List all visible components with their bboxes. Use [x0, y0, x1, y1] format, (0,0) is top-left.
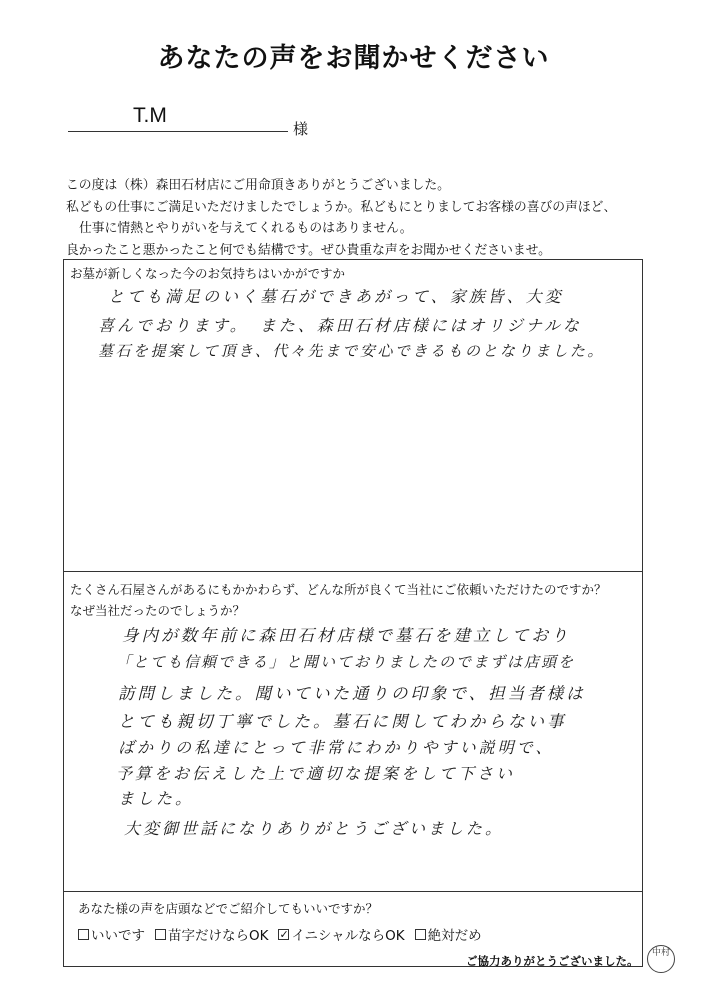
intro-line: 仕事に情熱とやりがいを与えてくれるものはありません。 — [79, 221, 413, 236]
checkbox[interactable] — [155, 929, 166, 940]
answer-line: とても満足のいく墓石ができあがって、家族皆、大変 — [108, 287, 564, 306]
intro-line: この度は（株）森田石材店にご用命頂きありがとうございました。 — [66, 178, 450, 193]
answer-line: ばかりの私達にとって非常にわかりやすい説明で、 — [118, 738, 555, 757]
thanks-message: ご協力ありがとうございました。 — [466, 954, 639, 968]
option-label: いいです — [91, 928, 145, 944]
answer-line: ました。 — [118, 789, 195, 808]
permission-options — [78, 924, 482, 944]
question-feelings: お墓が新しくなった今のお気持ちはいかがですか — [70, 266, 346, 281]
intro-line: 良かったこと悪かったこと何でも結構です。ぜひ貴重な声をお聞かせくださいませ。 — [66, 242, 551, 258]
section-feelings — [64, 260, 642, 572]
answer-line: とても親切丁寧でした。墓石に関してわからない事 — [118, 712, 567, 731]
intro-line: 私どもの仕事にご満足いただけましたでしょうか。私どもにとりましてお客様の喜びの声ほど、 — [66, 199, 617, 215]
name-underline — [68, 131, 288, 132]
answer-line: 墓石を提案して頂き、代々先まで安心できるものとなりました。 — [98, 342, 605, 360]
option-yes[interactable] — [78, 924, 145, 944]
option-never[interactable] — [415, 924, 482, 944]
checkbox-checked[interactable]: ✓ — [279, 927, 289, 941]
answer-line: 喜んでおります。 また、森田石材店様にはオリジナルな — [98, 316, 582, 335]
option-label: イニシャルならOK — [291, 928, 405, 944]
checkbox[interactable] — [78, 929, 89, 940]
answer-line: 予算をお伝えした上で適切な提案をして下さい — [116, 764, 516, 783]
hanko-stamp: 中村 — [647, 945, 675, 973]
checkbox[interactable] — [415, 929, 426, 940]
question-permission: あなた様の声を店頭などでご紹介してもいいですか？ — [78, 901, 379, 916]
answer-line: 訪問しました。聞いていた通りの印象で、担当者様は — [118, 684, 586, 703]
option-surname-only[interactable] — [155, 924, 268, 944]
question-reason: たくさん石屋さんがあるにもかかわらず、どんな所が良くて当社にご依頼いただけたのですか？ — [70, 582, 607, 597]
answer-line: 大変御世話になりありがとうございました。 — [124, 819, 505, 838]
customer-name: T.M — [133, 104, 167, 127]
option-label: 苗字だけならOK — [168, 928, 269, 944]
form-title: あなたの声をお聞かせください — [157, 43, 550, 74]
name-honorific: 様 — [293, 120, 309, 138]
option-label: 絶対だめ — [427, 928, 482, 944]
option-initials-only[interactable] — [278, 924, 404, 944]
intro-text — [66, 175, 616, 261]
answer-line: 身内が数年前に森田石材店様で墓石を建立しており — [122, 626, 571, 645]
section-reason — [64, 572, 642, 892]
question-why: なぜ当社だったのでしょうか？ — [70, 603, 246, 618]
answer-line: 「とても信頼できる」と聞いておりましたのでまずは店頭を — [116, 653, 576, 671]
survey-form — [63, 259, 643, 967]
